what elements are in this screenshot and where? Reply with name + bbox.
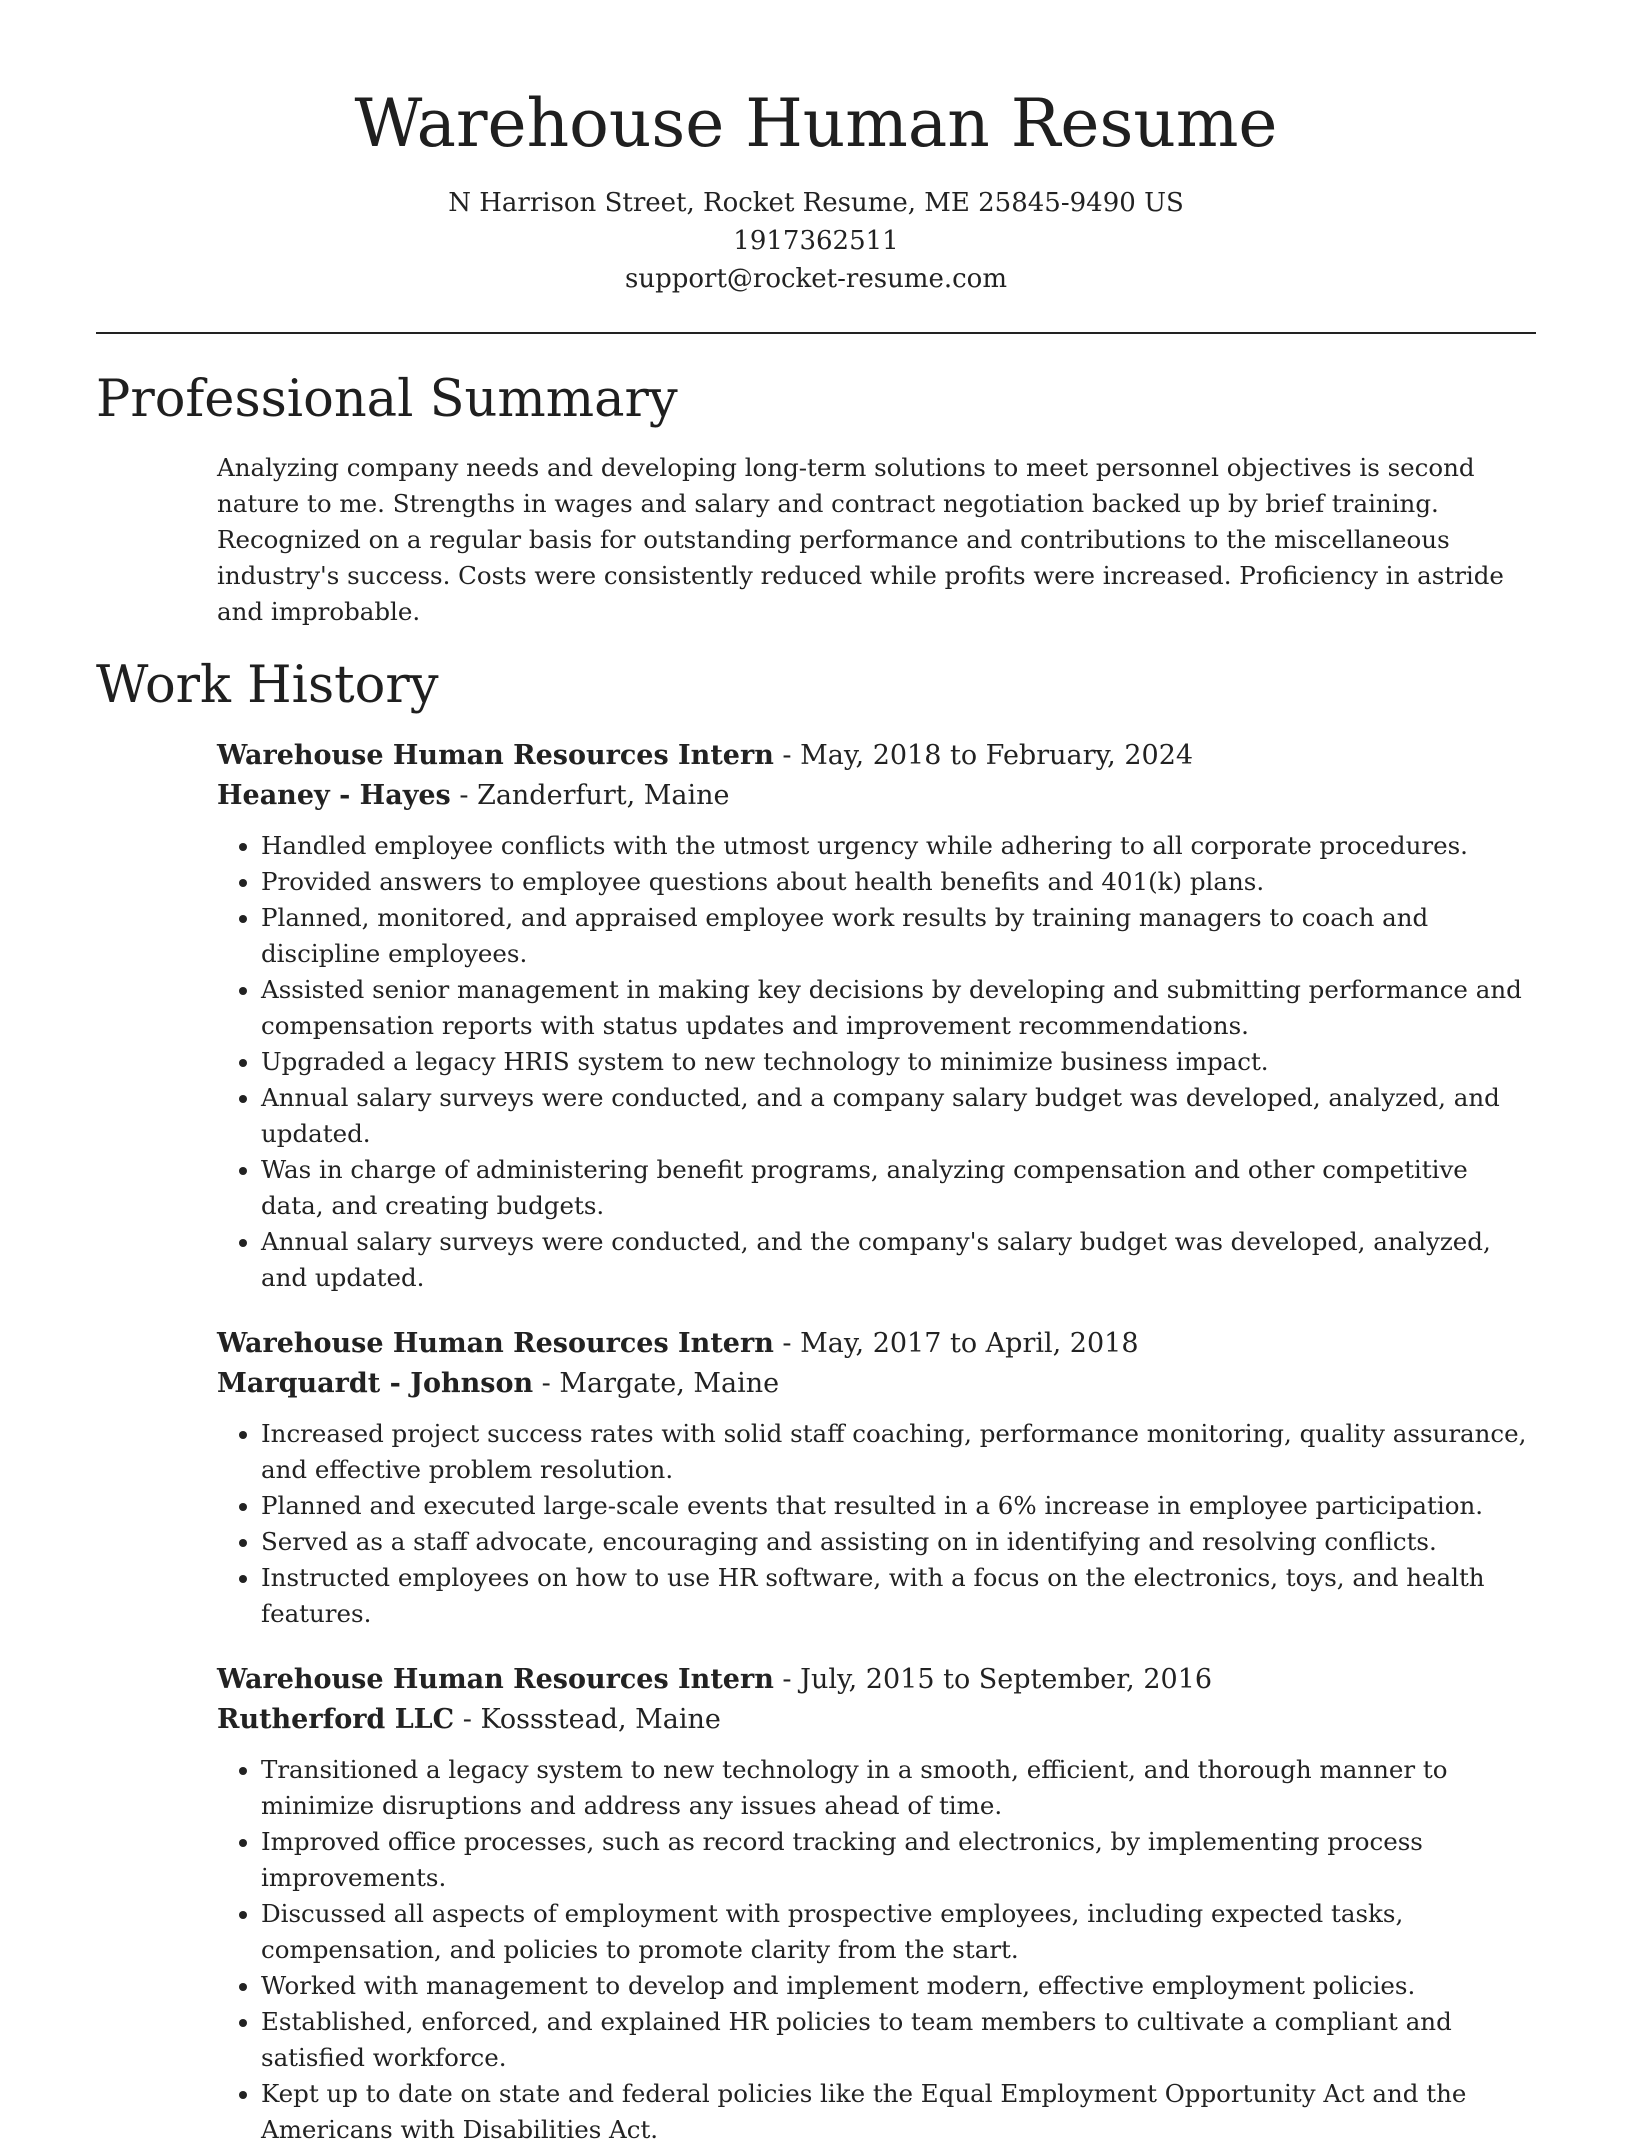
job-bullet-list [217, 1416, 1536, 1632]
header-divider [96, 332, 1536, 334]
job-bullet: • Planned and executed large-scale events that resulted in a 6% increase in employee participation. [261, 1488, 1536, 1524]
company-name: Rutherford LLC [217, 1704, 455, 1736]
job-bullet: • Served as a staff advocate, encouraging and assisting on in identifying and resolving conflicts. [261, 1524, 1536, 1560]
job-bullet: • Annual salary surveys were conducted, and the company's salary budget was developed, analyzed, and updated. [261, 1224, 1536, 1296]
email-address: support@rocket-resume.com [624, 263, 1007, 294]
job-bullet: • Planned, monitored, and appraised employee work results by training managers to coach and discipline employees. [261, 900, 1536, 972]
job-dates: May, 2018 to February, 2024 [800, 740, 1194, 772]
job-bullet-list [217, 828, 1536, 1296]
job-bullet: • Annual salary surveys were conducted, and a company salary budget was developed, analyzed, and updated. [261, 1080, 1536, 1152]
job-bullet: • Discussed all aspects of employment with prospective employees, including expected tasks, compensation, and policies to promote clarity from the start. [261, 1896, 1536, 1968]
summary-text: Analyzing company needs and developing long-term solutions to meet personnel objectives is second nature to me. Strengths in wages and salary and contract negotiation backed up by brief training. Recognized on a regular basis for outstanding performance and contributions to the miscellaneous industry's success. Costs were consistently reduced while profits were increased. Proficiency in astride and improbable. [217, 452, 1504, 626]
job-title-line [217, 736, 1536, 776]
resume-header [96, 86, 1536, 298]
job-title: Warehouse Human Resources Intern [217, 1328, 774, 1360]
job-dates: May, 2017 to April, 2018 [800, 1328, 1139, 1360]
job-bullet: • Assisted senior management in making key decisions by developing and submitting performance and compensation reports with status updates and improvement recommendations. [261, 972, 1536, 1044]
job-entry [217, 736, 1536, 1296]
job-bullet: • Kept up to date on state and federal policies like the Equal Employment Opportunity Act and the Americans with Disabilities Act. [261, 2076, 1536, 2148]
job-dates: July, 2015 to September, 2016 [800, 1664, 1213, 1696]
job-entry [217, 1324, 1536, 1632]
job-location: Kossstead, Maine [480, 1704, 721, 1736]
job-title-line [217, 1324, 1536, 1364]
job-bullet: • Instructed employees on how to use HR software, with a focus on the electronics, toys, and health features. [261, 1560, 1536, 1632]
summary-body [96, 450, 1536, 630]
address: N Harrison Street, Rocket Resume, ME 25845-9490 US [448, 187, 1184, 218]
job-bullet: • Improved office processes, such as record tracking and electronics, by implementing process improvements. [261, 1824, 1536, 1896]
job-bullet: • Established, enforced, and explained HR policies to team members to cultivate a compliant and satisfied workforce. [261, 2004, 1536, 2076]
section-title-summary: Professional Summary [96, 369, 678, 429]
job-title: Warehouse Human Resources Intern [217, 740, 774, 772]
job-entry [217, 1660, 1536, 2148]
job-company-line [217, 776, 1536, 816]
work-history-section [96, 655, 1536, 2148]
job-bullet: • Increased project success rates with solid staff coaching, performance monitoring, quality assurance, and effective problem resolution. [261, 1416, 1536, 1488]
job-title: Warehouse Human Resources Intern [217, 1664, 774, 1696]
job-bullet: • Upgraded a legacy HRIS system to new technology to minimize business impact. [261, 1044, 1536, 1080]
job-bullet: • Worked with management to develop and implement modern, effective employment policies. [261, 1968, 1536, 2004]
job-location: Margate, Maine [559, 1368, 780, 1400]
separator: - [773, 1328, 801, 1360]
job-bullet: • Handled employee conflicts with the utmost urgency while adhering to all corporate procedures. [261, 828, 1536, 864]
separator: - [533, 1368, 560, 1400]
separator: - [773, 740, 801, 772]
job-bullet: • Provided answers to employee questions about health benefits and 401(k) plans. [261, 864, 1536, 900]
phone-number: 1917362511 [733, 225, 899, 256]
job-bullet-list [217, 1752, 1536, 2148]
separator: - [773, 1664, 801, 1696]
job-title-line [217, 1660, 1536, 1700]
candidate-name: Warehouse Human Resume [354, 85, 1278, 162]
job-location: Zanderfurt, Maine [477, 780, 730, 812]
job-company-line [217, 1364, 1536, 1404]
professional-summary-section [96, 369, 1536, 630]
job-bullet: • Was in charge of administering benefit programs, analyzing compensation and other competitive data, and creating budgets. [261, 1152, 1536, 1224]
work-history-body [96, 736, 1536, 2148]
section-title-work-history: Work History [96, 655, 439, 715]
job-company-line [217, 1700, 1536, 1740]
separator: - [450, 780, 478, 812]
company-name: Marquardt - Johnson [217, 1368, 534, 1400]
job-bullet: • Transitioned a legacy system to new technology in a smooth, efficient, and thorough manner to minimize disruptions and address any issues ahead of time. [261, 1752, 1536, 1824]
company-name: Heaney - Hayes [217, 780, 451, 812]
separator: - [454, 1704, 481, 1736]
